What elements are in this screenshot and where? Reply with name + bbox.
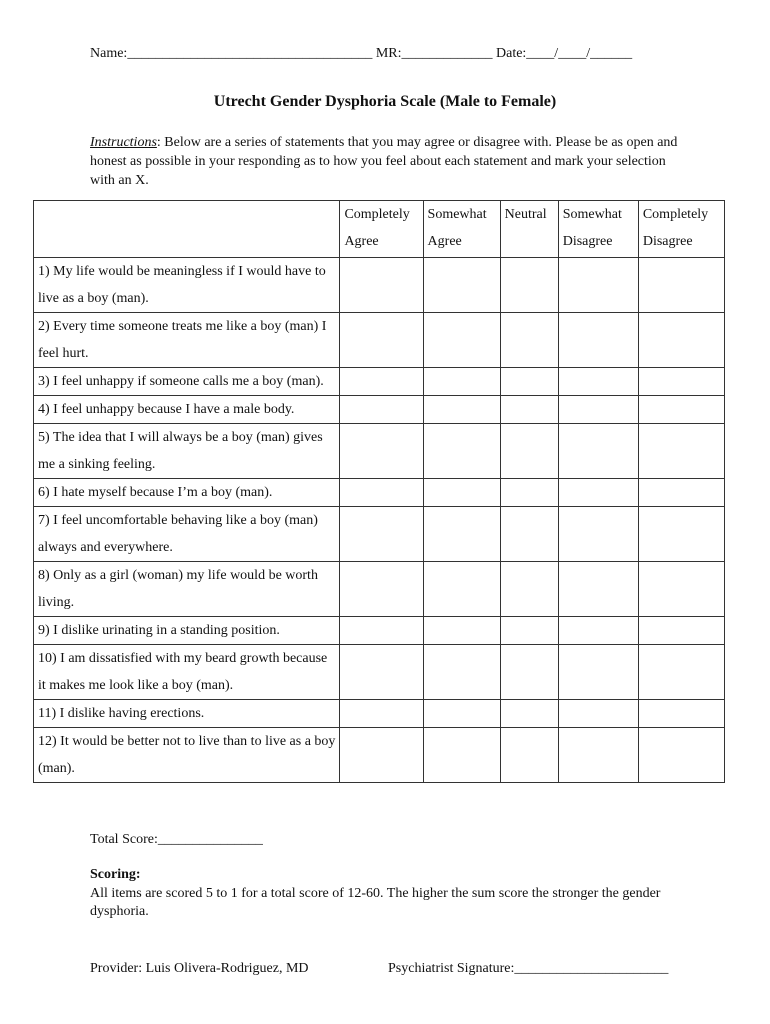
statement-cell: 10) I am dissatisfied with my beard growth because it makes me look like a boy (man). bbox=[34, 645, 340, 700]
table-row bbox=[34, 507, 725, 562]
response-cell[interactable] bbox=[638, 700, 724, 728]
table-row bbox=[34, 424, 725, 479]
response-cell[interactable] bbox=[500, 396, 558, 424]
column-header-line: Disagree bbox=[642, 234, 693, 249]
statement-cell: 1) My life would be meaningless if I would have to live as a boy (man). bbox=[34, 258, 340, 313]
response-cell[interactable] bbox=[423, 562, 500, 617]
column-header-completely-agree bbox=[340, 201, 423, 258]
response-cell[interactable] bbox=[558, 313, 638, 368]
response-cell[interactable] bbox=[340, 700, 423, 728]
table-row bbox=[34, 258, 725, 313]
instructions-label: Instructions bbox=[90, 135, 157, 150]
column-header-somewhat-agree bbox=[423, 201, 500, 258]
table-row bbox=[34, 368, 725, 396]
response-cell[interactable] bbox=[340, 562, 423, 617]
response-cell[interactable] bbox=[558, 479, 638, 507]
column-header-somewhat-disagree bbox=[558, 201, 638, 258]
response-cell[interactable] bbox=[500, 617, 558, 645]
response-cell[interactable] bbox=[638, 368, 724, 396]
response-cell[interactable] bbox=[638, 313, 724, 368]
response-cell[interactable] bbox=[500, 424, 558, 479]
response-cell[interactable] bbox=[500, 728, 558, 783]
statement-cell: 3) I feel unhappy if someone calls me a boy (man). bbox=[34, 368, 340, 396]
column-header-line: Neutral bbox=[504, 207, 547, 222]
response-cell[interactable] bbox=[423, 424, 500, 479]
column-header-line: Completely bbox=[642, 207, 709, 222]
table-row bbox=[34, 313, 725, 368]
response-cell[interactable] bbox=[638, 645, 724, 700]
instructions-text: : Below are a series of statements that you may agree or disagree with. Please be as open and honest as possible in your responding as to how you feel about each statement and mark your selection with an X. bbox=[90, 135, 678, 188]
statement-cell: 4) I feel unhappy because I have a male body. bbox=[34, 396, 340, 424]
statement-cell: 6) I hate myself because I’m a boy (man). bbox=[34, 479, 340, 507]
column-header-line: Somewhat bbox=[562, 207, 622, 222]
response-cell[interactable] bbox=[340, 396, 423, 424]
response-cell[interactable] bbox=[340, 728, 423, 783]
response-cell[interactable] bbox=[423, 313, 500, 368]
response-cell[interactable] bbox=[638, 507, 724, 562]
response-cell[interactable] bbox=[558, 562, 638, 617]
response-cell[interactable] bbox=[558, 700, 638, 728]
psychiatrist-signature: Psychiatrist Signature:______________________ bbox=[388, 961, 669, 976]
table-header-row bbox=[34, 201, 725, 258]
response-cell[interactable] bbox=[558, 258, 638, 313]
response-cell[interactable] bbox=[423, 396, 500, 424]
column-header-neutral bbox=[500, 201, 558, 258]
response-cell[interactable] bbox=[558, 424, 638, 479]
table-row bbox=[34, 562, 725, 617]
response-cell[interactable] bbox=[423, 368, 500, 396]
column-header-line: Agree bbox=[344, 234, 379, 249]
provider-name: Provider: Luis Olivera-Rodriguez, MD bbox=[90, 961, 309, 976]
response-cell[interactable] bbox=[423, 258, 500, 313]
response-cell[interactable] bbox=[558, 368, 638, 396]
table-row bbox=[34, 479, 725, 507]
statement-cell: 2) Every time someone treats me like a boy (man) I feel hurt. bbox=[34, 313, 340, 368]
column-header-line: Completely bbox=[344, 207, 410, 222]
response-cell[interactable] bbox=[423, 617, 500, 645]
response-cell[interactable] bbox=[340, 258, 423, 313]
response-cell[interactable] bbox=[638, 258, 724, 313]
total-score: Total Score:_______________ bbox=[90, 832, 263, 847]
statement-cell: 5) The idea that I will always be a boy (man) gives me a sinking feeling. bbox=[34, 424, 340, 479]
statement-cell: 12) It would be better not to live than to live as a boy (man). bbox=[34, 728, 340, 783]
statement-cell: 7) I feel uncomfortable behaving like a boy (man) always and everywhere. bbox=[34, 507, 340, 562]
column-header-line: Disagree bbox=[562, 234, 613, 249]
column-header-line: Agree bbox=[427, 234, 462, 249]
response-cell[interactable] bbox=[558, 507, 638, 562]
response-cell[interactable] bbox=[423, 700, 500, 728]
statement-cell: 9) I dislike urinating in a standing position. bbox=[34, 617, 340, 645]
table-row bbox=[34, 617, 725, 645]
response-cell[interactable] bbox=[638, 617, 724, 645]
response-cell[interactable] bbox=[558, 617, 638, 645]
response-cell[interactable] bbox=[340, 479, 423, 507]
response-cell[interactable] bbox=[500, 479, 558, 507]
column-header-line: Somewhat bbox=[427, 207, 487, 222]
table-row bbox=[34, 396, 725, 424]
response-cell[interactable] bbox=[638, 396, 724, 424]
response-cell[interactable] bbox=[638, 479, 724, 507]
response-cell[interactable] bbox=[500, 507, 558, 562]
response-cell[interactable] bbox=[638, 424, 724, 479]
table-row bbox=[34, 700, 725, 728]
response-cell[interactable] bbox=[340, 507, 423, 562]
response-cell[interactable] bbox=[558, 396, 638, 424]
response-cell[interactable] bbox=[500, 368, 558, 396]
column-header-completely-disagree bbox=[638, 201, 724, 258]
response-cell[interactable] bbox=[423, 507, 500, 562]
response-cell[interactable] bbox=[558, 728, 638, 783]
response-cell[interactable] bbox=[500, 562, 558, 617]
response-cell[interactable] bbox=[558, 645, 638, 700]
response-cell[interactable] bbox=[638, 562, 724, 617]
statement-cell: 11) I dislike having erections. bbox=[34, 700, 340, 728]
dysphoria-scale-table bbox=[33, 200, 725, 783]
table-row bbox=[34, 645, 725, 700]
response-cell[interactable] bbox=[500, 258, 558, 313]
response-cell[interactable] bbox=[340, 368, 423, 396]
scoring-heading: Scoring: bbox=[90, 867, 141, 882]
response-cell[interactable] bbox=[500, 700, 558, 728]
response-cell[interactable] bbox=[423, 479, 500, 507]
response-cell[interactable] bbox=[500, 313, 558, 368]
response-cell[interactable] bbox=[500, 645, 558, 700]
table-row bbox=[34, 728, 725, 783]
instructions bbox=[90, 133, 680, 190]
response-cell[interactable] bbox=[340, 645, 423, 700]
statement-cell: 8) Only as a girl (woman) my life would be worth living. bbox=[34, 562, 340, 617]
response-cell[interactable] bbox=[340, 424, 423, 479]
page-title: Utrecht Gender Dysphoria Scale (Male to Female) bbox=[213, 93, 557, 110]
response-cell[interactable] bbox=[340, 617, 423, 645]
patient-header-line: Name:___________________________________ MR:_____________ Date:____/____/______ bbox=[90, 46, 633, 61]
scoring-text: All items are scored 5 to 1 for a total score of 12-60. The higher the sum score the stronger the gender dysphoria. bbox=[90, 886, 661, 919]
response-cell[interactable] bbox=[638, 728, 724, 783]
response-cell[interactable] bbox=[340, 313, 423, 368]
statement-column-header bbox=[34, 201, 340, 258]
response-cell[interactable] bbox=[423, 645, 500, 700]
response-cell[interactable] bbox=[423, 728, 500, 783]
